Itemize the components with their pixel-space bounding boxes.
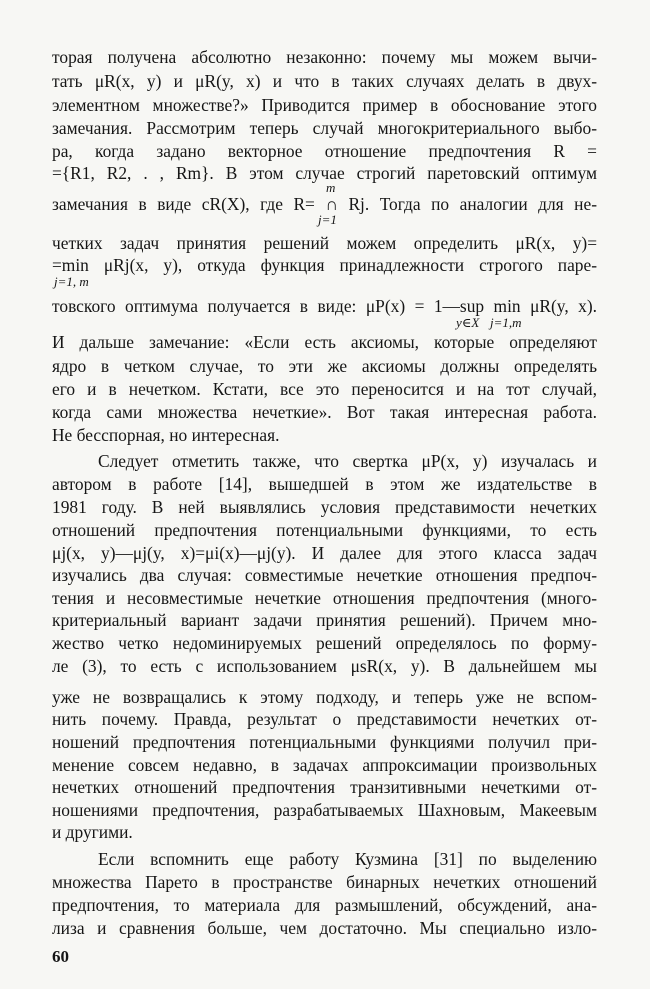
text-line: изучались два случая: совместимые нечеткие отношения предпоч- [52,565,597,585]
text-line: его и в нечетком. Кстати, все это переносится и на тот случай, [52,379,597,399]
text-line: ношений предпочтения потенциальными функциями получил при- [52,732,597,752]
text-line: менение совсем недавно, в задачах аппроксимации произвольных [52,755,597,775]
text-line: жество четко недоминируемых решений определялось по форму- [52,633,597,653]
text-line: товского оптимума получается в виде: μP(x) = 1—sup min μR(y, x). [52,296,597,316]
text-line: уже не возвращались к этому подходу, и теперь уже не вспом- [52,687,597,707]
text-line: четких задач принятия решений можем определить μR(x, y)= [52,233,597,253]
text-line: μj(x, y)—μj(y, x)=μi(x)—μj(y). И далее для этого класса задач [52,543,597,563]
min-lower-limit: j=1, m [54,274,89,289]
text-line: автором в работе [14], вышедшей в этом же издательстве в [52,474,597,494]
text-line: тения и несовместимые нечеткие отношения предпочтения (много- [52,588,597,608]
text-line: Следует отметить также, что свертка μP(x, y) изучалась и [98,451,597,471]
text-line: замечания в виде cR(X), где R= ∩ Rj. Тогда по аналогии для не- [52,194,597,214]
text-line: элементном множестве?» Приводится пример в обоснование этого [52,95,597,115]
text-line: лиза и сравнения больше, чем достаточно. Мы специально изло- [52,918,597,938]
text-line: предпочтения, то материала для размышлений, обсуждений, ана- [52,895,597,915]
text-line: ле (3), то есть с использованием μsR(x, y). В дальнейшем мы [52,656,597,676]
min2-lower-limit: j=1,m [490,315,522,330]
text-line: ядро в четком случае, то эти же аксиомы должны определять [52,356,597,376]
text-line: торая получена абсолютно незаконно: почему мы можем вычи- [52,47,597,67]
text-line: ={R1, R2, . , Rm}. В этом случае строгий паретовский оптимум [52,163,597,183]
text-line: отношений предпочтения потенциальными функциями, то есть [52,520,597,540]
text-line: Если вспомнить еще работу Кузмина [31] по выделению [98,849,597,869]
text-line: когда сами множества нечеткие». Вот такая интересная работа. [52,402,597,422]
text-line: =min μRj(x, y), откуда функция принадлежности строгого паре- [52,255,597,275]
text-line: Не бесспорная, но интересная. [52,425,280,445]
text-line: ношениями предпочтения, разрабатываемых Шахновым, Макеевым [52,800,597,820]
text-line: критериальный вариант задачи принятия решений). Причем мно- [52,610,597,630]
text-line: 1981 году. В ней выявлялись условия представимости нечетких [52,497,597,517]
text-line: нечетких отношений предпочтения транзитивными нечеткими от- [52,777,597,797]
intersect-lower-limit: j=1 [318,212,337,227]
page-number: 60 [52,947,69,966]
text-line: тать μR(x, y) и μR(y, x) и что в таких случаях делать в двух- [52,71,597,91]
text-line: ра, когда задано векторное отношение предпочтения R = [52,141,597,161]
text-line: множества Парето в пространстве бинарных нечетких отношений [52,872,597,892]
text-line: и другими. [52,822,133,842]
text-line: нить почему. Правда, результат о представимости нечетких от- [52,709,597,729]
sup-lower-limit: y∈X [456,315,480,330]
text-line: И дальше замечание: «Если есть аксиомы, которые определяют [52,332,597,352]
text-line: замечания. Рассмотрим теперь случай многокритериального выбо- [52,118,597,138]
intersect-upper-limit: m [326,180,336,195]
